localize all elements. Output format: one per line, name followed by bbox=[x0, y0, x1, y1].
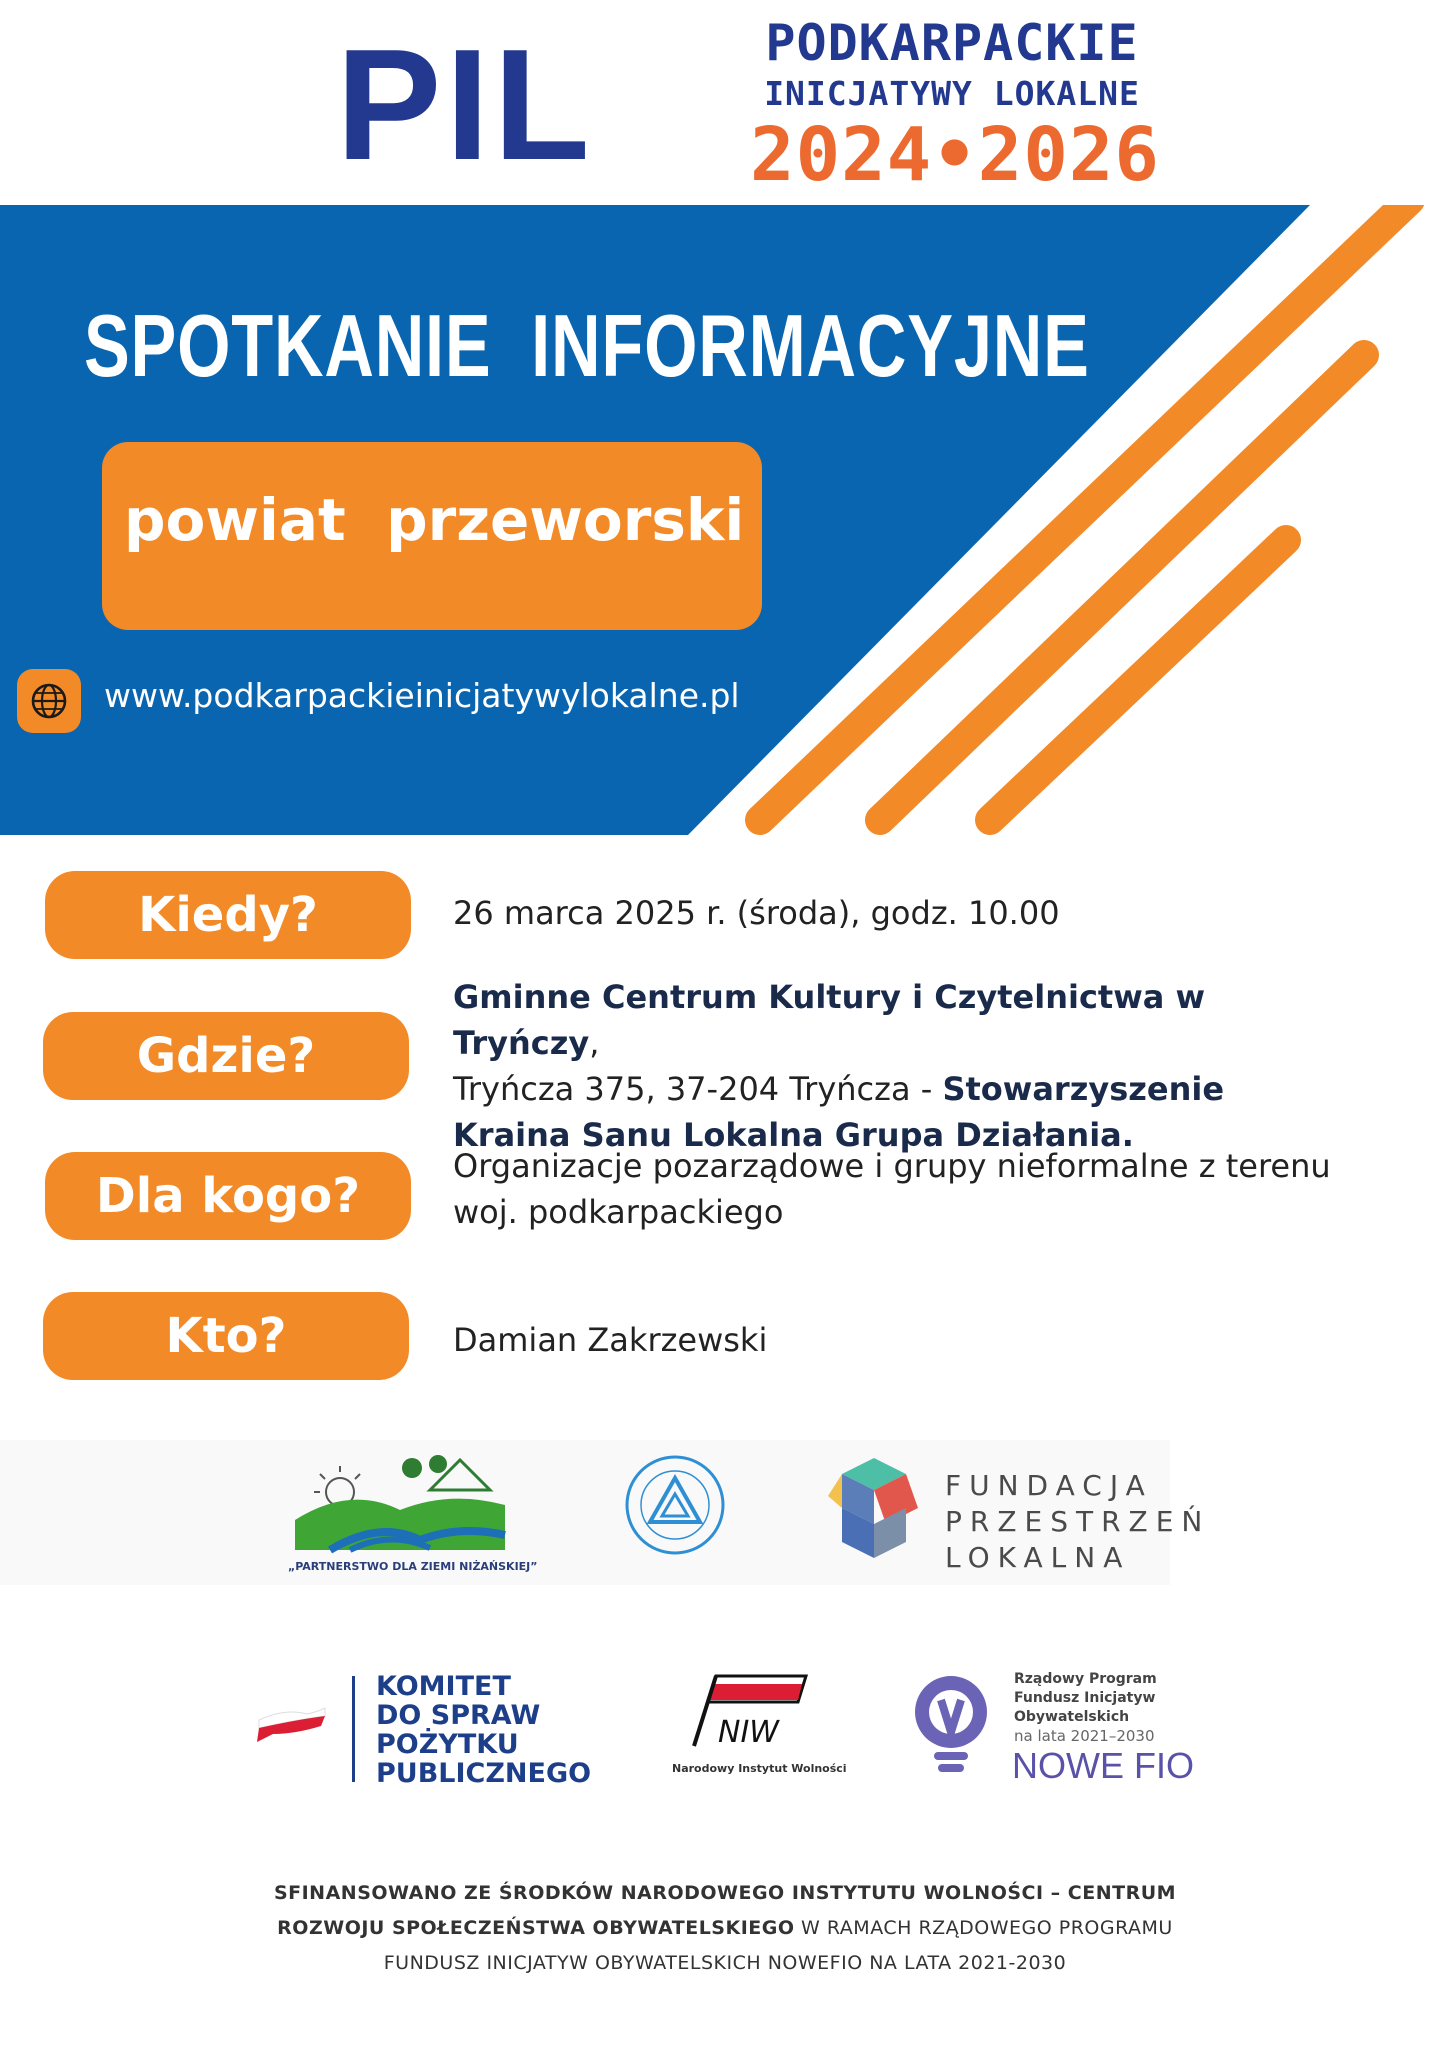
fio-years: na lata 2021–2030 bbox=[1014, 1727, 1155, 1745]
pil-logo-line2: INICJATYWY LOKALNE bbox=[764, 74, 1140, 113]
fundacja-text bbox=[945, 1468, 1210, 1576]
speaker-label: Kto? bbox=[43, 1292, 409, 1380]
fundacja-line1: FUNDACJA bbox=[945, 1469, 1153, 1502]
partnerstwo-caption: „PARTNERSTWO DLA ZIEMI NIŻAŃSKIEJ” bbox=[288, 1560, 538, 1573]
county-label: powiat przeworski bbox=[124, 486, 745, 554]
komitet-line4: PUBLICZNEGO bbox=[376, 1758, 592, 1789]
fio-program-name bbox=[1014, 1670, 1157, 1727]
when-label: Kiedy? bbox=[45, 871, 411, 959]
when-text: 26 marca 2025 r. (środa), godz. 10.00 bbox=[453, 894, 1060, 932]
website-link[interactable]: www.podkarpackieinicjatywylokalne.pl bbox=[104, 676, 740, 715]
komitet-divider bbox=[352, 1676, 355, 1782]
where-text: Gminne Centrum Kultury i Czytelnictwa w Tryńczy, Tryńcza 375, 37-204 Tryńcza - Stowarzyszenie Kraina Sanu Lokalna Grupa Działania. bbox=[453, 978, 1225, 1154]
niw-logo bbox=[690, 1672, 810, 1752]
where-label: Gdzie? bbox=[43, 1012, 409, 1100]
organizer-name: Stowarzyszenie Kraina Sanu Lokalna Grupa Działania. bbox=[453, 1070, 1225, 1154]
event-headline: SPOTKANIE INFORMACYJNE bbox=[84, 296, 1090, 395]
globe-icon bbox=[17, 669, 81, 733]
nowe-fio-title: NOWE FIO bbox=[1012, 1745, 1194, 1786]
speaker-text: Damian Zakrzewski bbox=[453, 1321, 768, 1359]
komitet-line2: DO SPRAW bbox=[376, 1700, 541, 1731]
pil-logo-line1: PODKARPACKIE bbox=[765, 14, 1139, 72]
footer-line3: FUNDUSZ INICJATYW OBYWATELSKICH NOWEFIO NA LATA 2021-2030 bbox=[383, 1952, 1067, 1974]
funding-note bbox=[200, 1876, 1250, 1981]
komitet-line1: KOMITET bbox=[376, 1671, 511, 1702]
lgd-logo bbox=[620, 1450, 730, 1560]
fio-line2: Fundusz Inicjatyw bbox=[1014, 1690, 1156, 1706]
audience-text: Organizacje pozarządowe i grupy nieformalne z terenu woj. podkarpackiego bbox=[453, 1147, 1331, 1231]
svg-text:NIW: NIW bbox=[718, 1715, 779, 1750]
venue-address: Tryńcza 375, 37-204 Tryńcza - bbox=[453, 1070, 943, 1108]
pil-logo-years: 2024•2026 bbox=[750, 112, 1160, 198]
pil-logo-mark: PIL bbox=[336, 17, 594, 193]
polish-flag-icon bbox=[255, 1700, 330, 1750]
audience-label: Dla kogo? bbox=[45, 1152, 411, 1240]
partnerstwo-logo bbox=[290, 1450, 520, 1560]
komitet-line3: POŻYTKU bbox=[376, 1729, 519, 1760]
niw-caption: Narodowy Instytut Wolności bbox=[672, 1762, 847, 1775]
venue-name: Gminne Centrum Kultury i Czytelnictwa w Tryńczy bbox=[453, 978, 1206, 1062]
fundacja-line2: PRZESTRZEŃ bbox=[945, 1505, 1211, 1538]
komitet-logo-text bbox=[376, 1672, 591, 1788]
footer-line1: SFINANSOWANO ZE ŚRODKÓW NARODOWEGO INSTYTUTU WOLNOŚCI – CENTRUM bbox=[273, 1882, 1177, 1904]
lightbulb-icon bbox=[906, 1672, 996, 1782]
fio-line1: Rządowy Program bbox=[1014, 1671, 1157, 1687]
fundacja-line3: LOKALNA bbox=[945, 1541, 1131, 1574]
footer-line2-bold: ROZWOJU SPOŁECZEŃSTWA OBYWATELSKIEGO bbox=[277, 1917, 795, 1939]
footer-line2-rest: W RAMACH RZĄDOWEGO PROGRAMU bbox=[794, 1917, 1173, 1939]
fio-line3: Obywatelskich bbox=[1014, 1709, 1130, 1725]
fundacja-logo-mark bbox=[826, 1456, 922, 1560]
